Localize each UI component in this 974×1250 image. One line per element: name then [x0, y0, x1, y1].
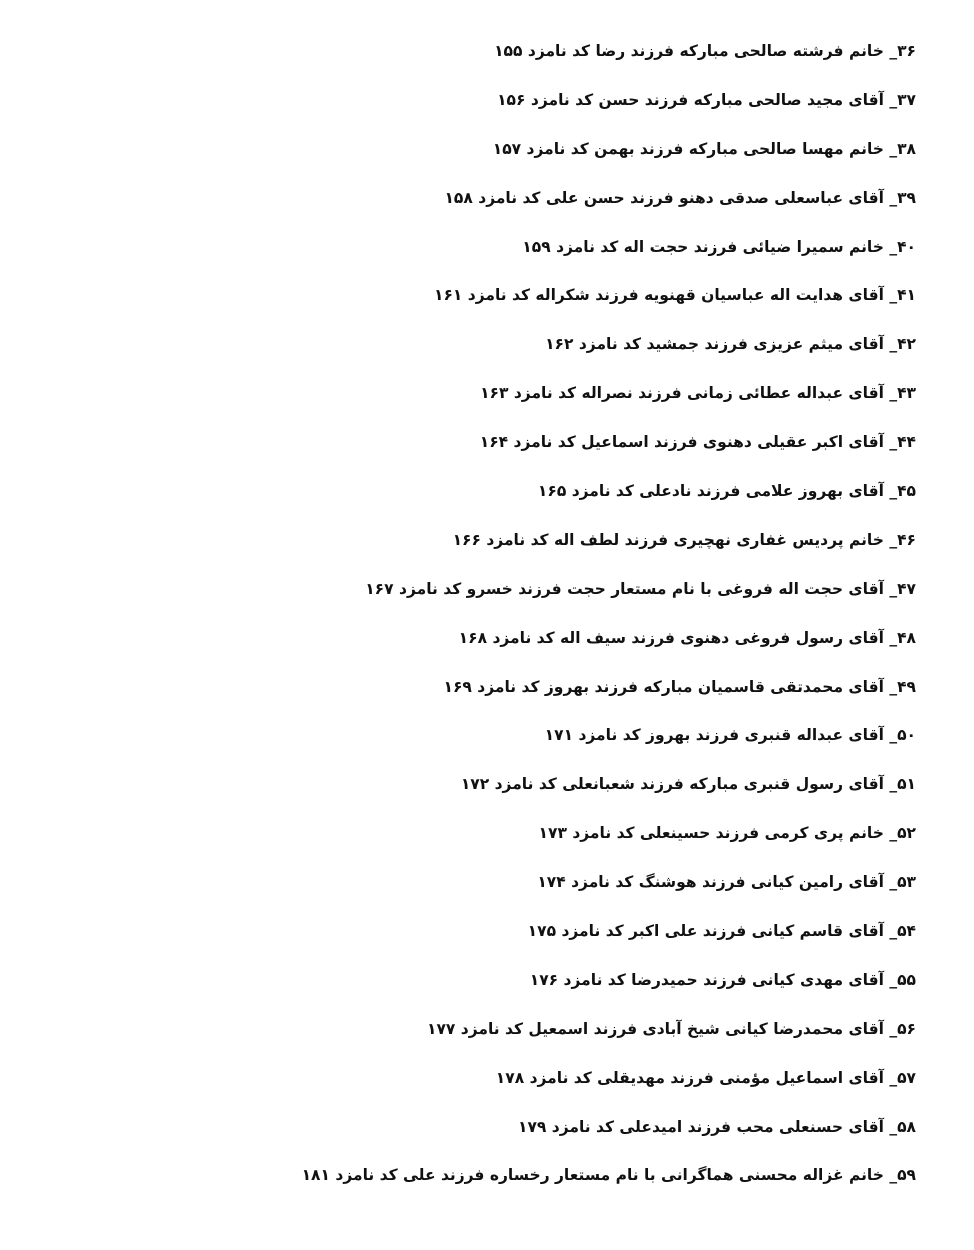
list-item: ۴۷_ آقای حجت اله فروغی با نام مستعار حجت فرزند خسرو کد نامزد ۱۶۷: [365, 579, 916, 598]
list-item: ۵۹_ خانم غزاله محسنی هماگرانی با نام مستعار رخساره فرزند علی کد نامزد ۱۸۱: [301, 1166, 916, 1185]
list-item: ۴۵_ آقای بهروز علامی فرزند نادعلی کد نامزد ۱۶۵: [537, 482, 916, 501]
list-item: ۵۶_ آقای محمدرضا کیانی شیخ آبادی فرزند اسمعیل کد نامزد ۱۷۷: [426, 1019, 916, 1038]
list-item: ۵۵_ آقای مهدی کیانی فرزند حمیدرضا کد نامزد ۱۷۶: [529, 970, 916, 989]
list-item: ۵۳_ آقای رامین کیانی فرزند هوشنگ کد نامزد ۱۷۴: [537, 873, 916, 892]
list-item: ۳۹_ آقای عباسعلی صدقی دهنو فرزند حسن علی کد نامزد ۱۵۸: [444, 188, 916, 207]
list-item: ۴۱_ آقای هدایت اله عباسیان قهنویه فرزند شکراله کد نامزد ۱۶۱: [433, 286, 916, 305]
list-item: ۴۰_ خانم سمیرا ضیائی فرزند حجت اله کد نامزد ۱۵۹: [522, 237, 916, 256]
list-item: ۵۲_ خانم پری کرمی فرزند حسینعلی کد نامزد ۱۷۳: [538, 824, 916, 843]
list-item: ۵۴_ آقای قاسم کیانی فرزند علی اکبر کد نامزد ۱۷۵: [527, 922, 916, 941]
list-item: ۳۷_ آقای مجید صالحی مبارکه فرزند حسن کد نامزد ۱۵۶: [497, 90, 916, 109]
list-item: ۴۲_ آقای میثم عزیزی فرزند جمشید کد نامزد ۱۶۲: [545, 335, 916, 354]
list-item: ۴۴_ آقای اکبر عقیلی دهنوی فرزند اسماعیل کد نامزد ۱۶۴: [479, 433, 916, 452]
list-item: ۴۶_ خانم پردیس غفاری نهچیری فرزند لطف اله کد نامزد ۱۶۶: [452, 530, 916, 549]
list-item: ۴۸_ آقای رسول فروغی دهنوی فرزند سیف اله کد نامزد ۱۶۸: [458, 628, 916, 647]
list-item: ۵۸_ آقای حسنعلی محب فرزند امیدعلی کد نامزد ۱۷۹: [518, 1117, 916, 1136]
list-item: ۴۹_ آقای محمدتقی قاسمیان مبارکه فرزند بهروز کد نامزد ۱۶۹: [443, 677, 916, 696]
list-item: ۳۸_ خانم مهسا صالحی مبارکه فرزند بهمن کد نامزد ۱۵۷: [492, 139, 916, 158]
candidate-list: [36, 33, 916, 1206]
list-item: ۵۱_ آقای رسول قنبری مبارکه فرزند شعبانعلی کد نامزد ۱۷۲: [460, 775, 916, 794]
list-item: ۳۶_ خانم فرشته صالحی مبارکه فرزند رضا کد نامزد ۱۵۵: [494, 42, 916, 60]
list-item: ۵۷_ آقای اسماعیل مؤمنی فرزند مهدیقلی کد نامزد ۱۷۸: [495, 1068, 916, 1087]
list-item: ۴۳_ آقای عبداله عطائی زمانی فرزند نصراله کد نامزد ۱۶۳: [480, 384, 916, 403]
list-item: ۵۰_ آقای عبداله قنبری فرزند بهروز کد نامزد ۱۷۱: [544, 726, 916, 745]
